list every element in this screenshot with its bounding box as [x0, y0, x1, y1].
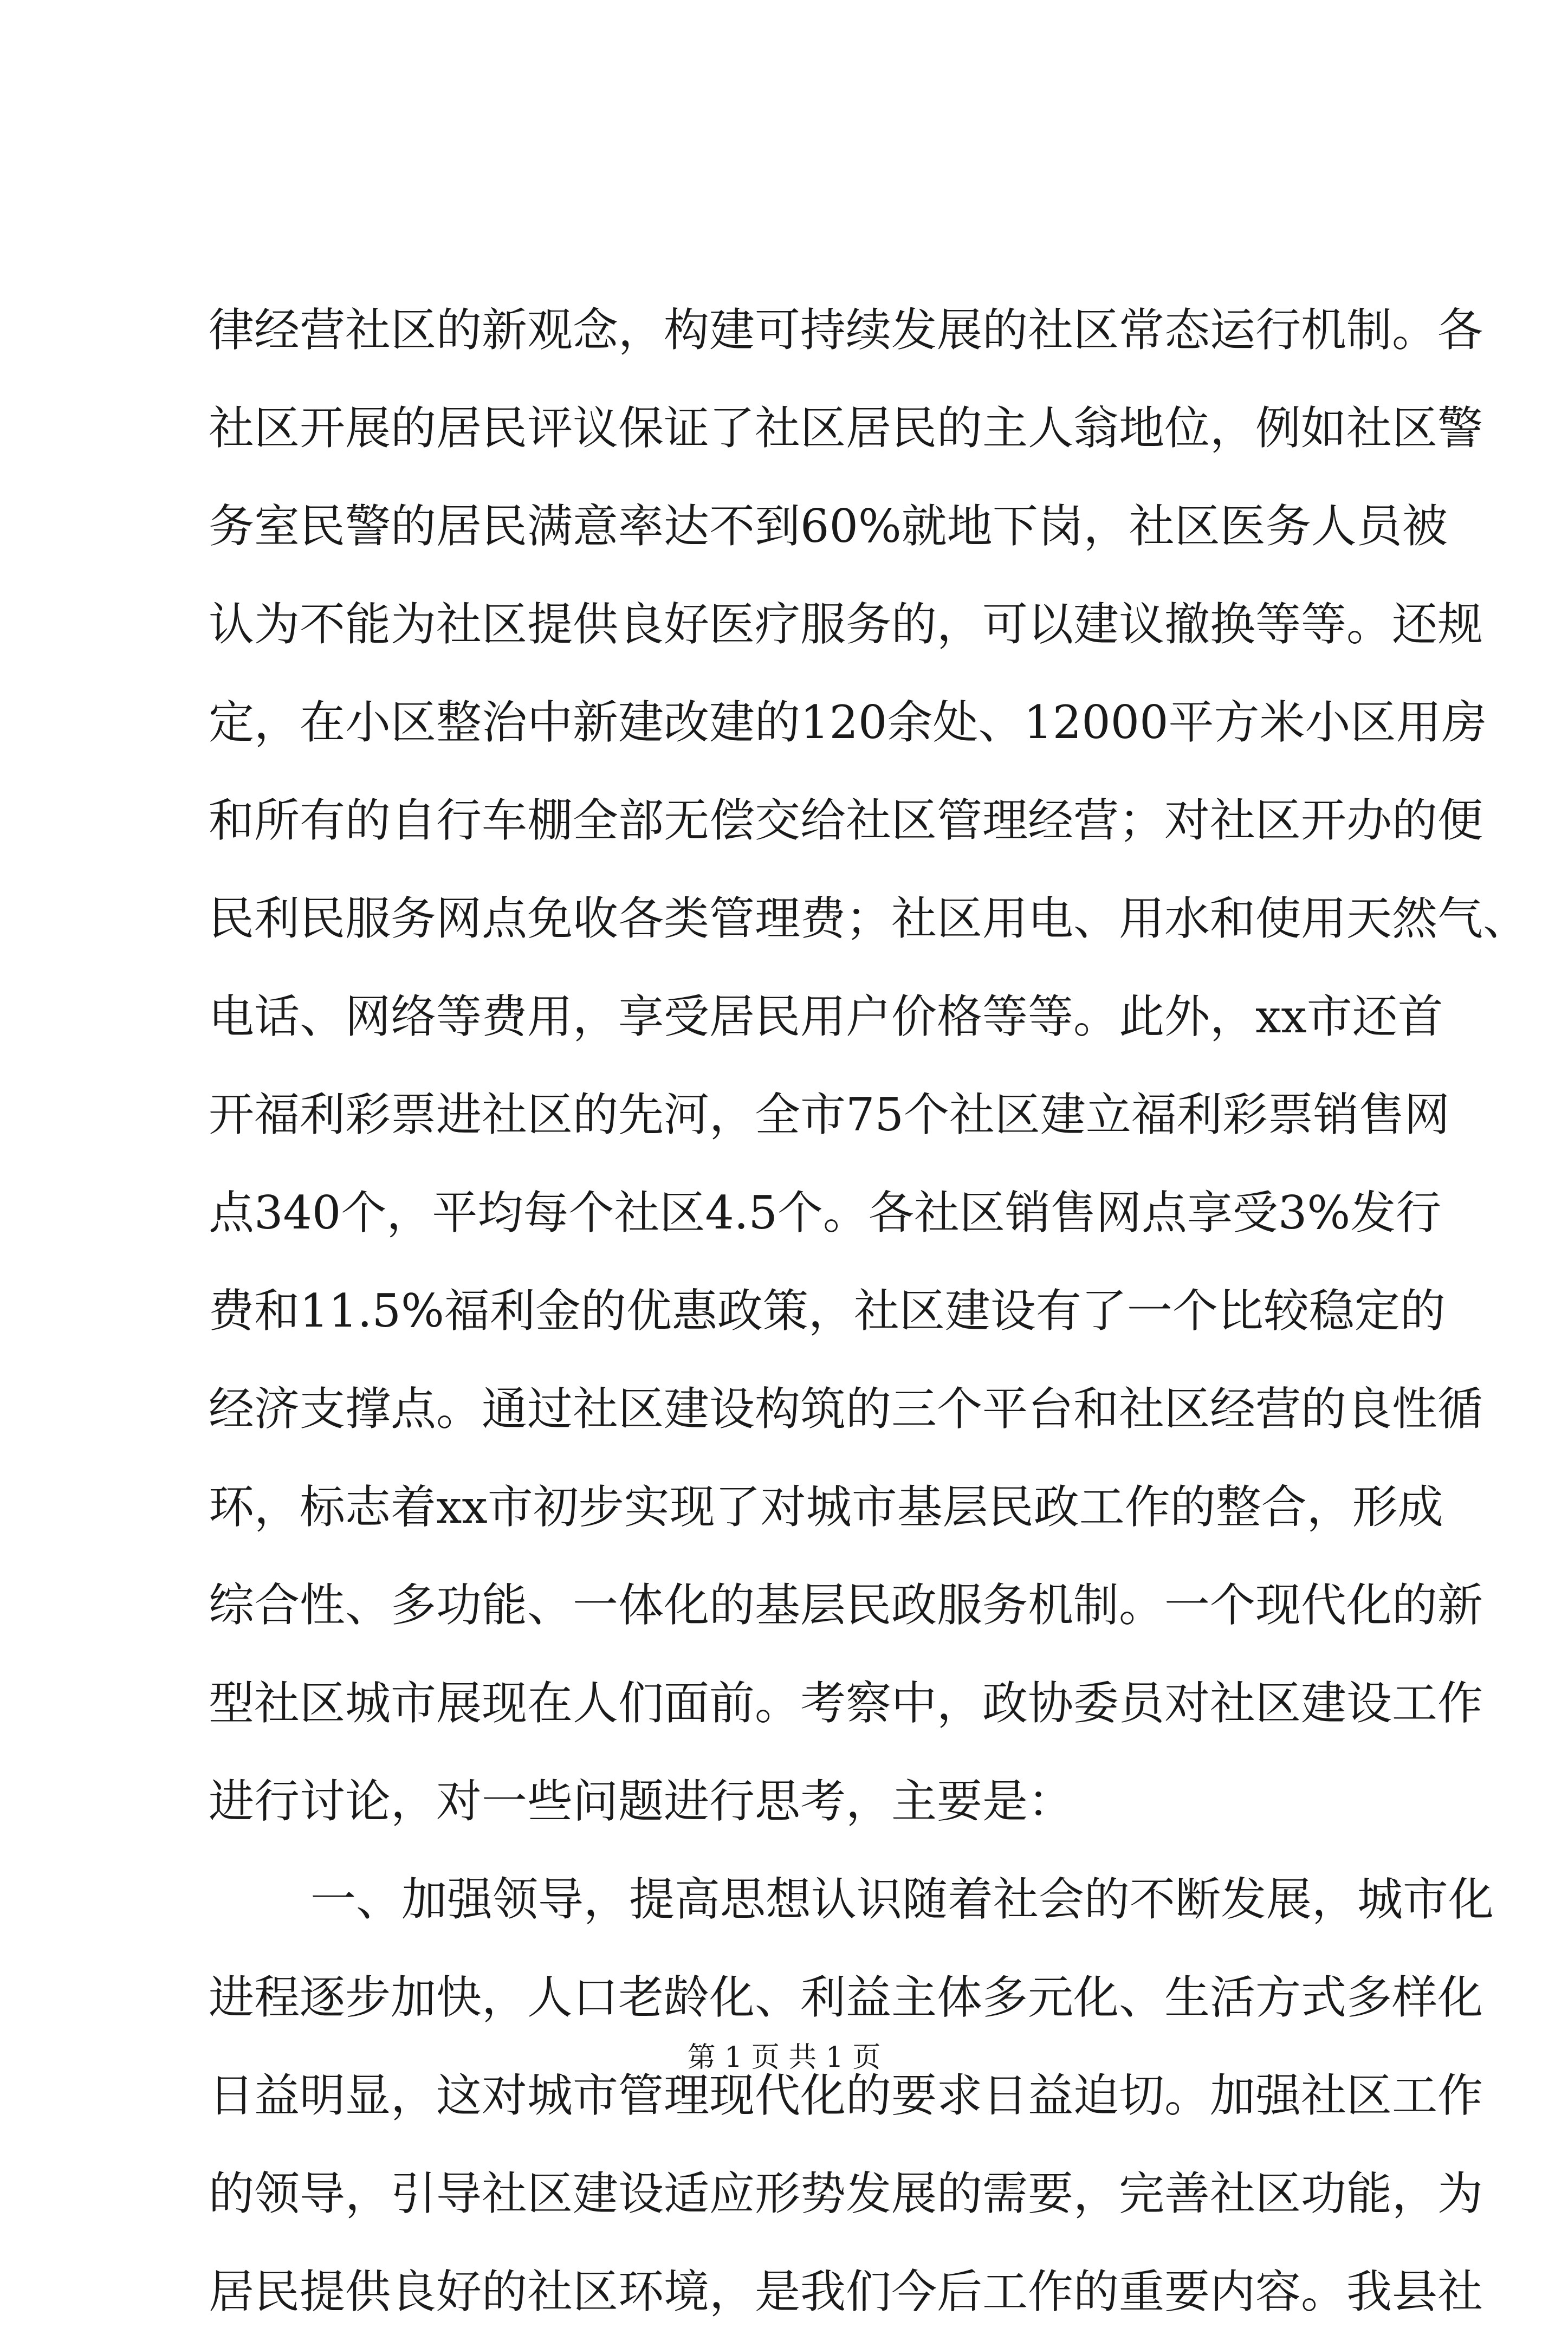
page-number-footer: 第 1 页 共 1 页	[687, 2041, 881, 2074]
text-line-paragraph-end: 进行讨论，对一些问题进行思考，主要是：	[209, 1775, 1074, 1828]
text-line: 认为不能为社区提供良好医疗服务的，可以建议撤换等等。还规	[209, 598, 1483, 651]
text-line: 社区开展的居民评议保证了社区居民的主人翁地位，例如社区警	[209, 402, 1483, 455]
text-line: 律经营社区的新观念，构建可持续发展的社区常态运行机制。各	[209, 303, 1483, 357]
text-line: 定，在小区整治中新建改建的120余处、12000平方米小区用房	[209, 696, 1487, 749]
text-line: 的领导，引导社区建设适应形势发展的需要，完善社区功能，为	[209, 2167, 1483, 2220]
text-line: 务室民警的居民满意率达不到60%就地下岗，社区医务人员被	[209, 500, 1448, 553]
text-line: 经济支撑点。通过社区建设构筑的三个平台和社区经营的良性循	[209, 1382, 1483, 1435]
text-line: 和所有的自行车棚全部无偿交给社区管理经营；对社区开办的便	[209, 794, 1483, 847]
text-line: 点340个，平均每个社区4.5个。各社区销售网点享受3%发行	[209, 1186, 1442, 1239]
text-line-section-heading: 一、加强领导，提高思想认识随着社会的不断发展，城市化	[310, 1873, 1494, 1926]
body-text	[209, 281, 1529, 2341]
text-line: 电话、网络等费用，享受居民用户价格等等。此外，xx市还首	[209, 990, 1443, 1043]
text-line: 进程逐步加快，人口老龄化、利益主体多元化、生活方式多样化	[209, 1971, 1483, 2024]
text-line: 日益明显，这对城市管理现代化的要求日益迫切。加强社区工作	[209, 2069, 1483, 2122]
text-line: 综合性、多功能、一体化的基层民政服务机制。一个现代化的新	[209, 1579, 1483, 1632]
text-line: 环，标志着xx市初步实现了对城市基层民政工作的整合，形成	[209, 1480, 1443, 1534]
text-line: 型社区城市展现在人们面前。考察中，政协委员对社区建设工作	[209, 1677, 1483, 1730]
text-line: 居民提供良好的社区环境，是我们今后工作的重要内容。我县社	[209, 2265, 1483, 2318]
text-line: 开福利彩票进社区的先河，全市75个社区建立福利彩票销售网	[209, 1088, 1450, 1141]
text-line: 民利民服务网点免收各类管理费；社区用电、用水和使用天然气、	[209, 892, 1529, 945]
text-line: 费和11.5%福利金的优惠政策，社区建设有了一个比较稳定的	[209, 1284, 1446, 1337]
